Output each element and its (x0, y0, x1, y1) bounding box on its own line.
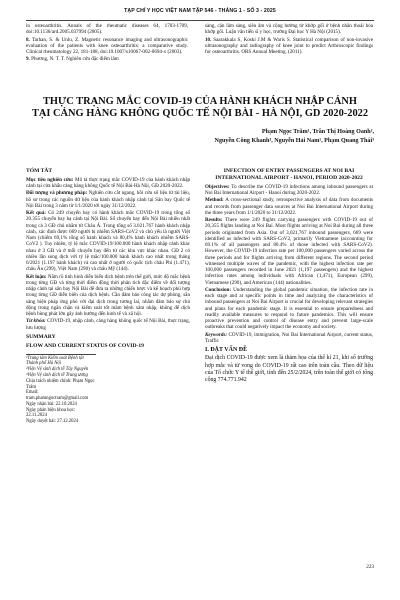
references-left (26, 23, 188, 64)
footnote: Email: tram.phamngoctram@gmail.com (26, 390, 89, 402)
page-number: 223 (366, 564, 374, 570)
summary-title: FLOW AND CURRENT STATUS OF COVID-19 (26, 342, 144, 349)
title-line: THỰC TRẠNG MẮC COVID-19 CỦA HÀNH KHÁCH NHẬP CẢNH (42, 96, 358, 107)
section-paragraph: Đại dịch COVID-19 được xem là thảm họa của thế kỉ 21, khi số trường hợp mắc và tử vong do COVID-19 rất cao trên toàn cầu. Theo dữ liệu của Tổ chức Y tế thế giới, tính đến 25/2/2024, trên toàn thế giới có tổng cộng 774.771.942 (205, 355, 373, 384)
reference-item: sàng, cận lâm sàng, siêu âm và cộng hưởng từ khớp gối ở bệnh nhân thoái hóa khớp gối. Luận văn tiến sĩ y học, trường Đại học Y Hà Nội (2015). (205, 23, 373, 36)
english-abstract-paragraph: Method: A cross-sectional study, retrospective analysis of data from documents and records from passenger data sources at Noi Bai International Airport during the three years from 1/1/2020 to 31/12/2022. (205, 197, 373, 216)
footnote: ³Viện Vệ sinh dịch tễ Trung ương (26, 372, 88, 378)
summary-heading: SUMMARY (26, 333, 56, 340)
keywords: Từ khóa: COVID-19, nhập cảnh, cảng hàng không quốc tế Nội Bài, thực trạng, lưu lượng (26, 318, 190, 331)
article-title (26, 96, 374, 121)
authors (26, 128, 374, 146)
footnote: Ngày duyệt bài: 27.12.2024 (26, 419, 79, 425)
reference-item: 10. Saarakkala S, Koski J.M & Waris S. Statistical comparison of non-invasive ultrasonography and radiography of knee joint to predict Arthroscopic findings for osteoarthritis. ORS Annual Meeting. (2011). (205, 36, 373, 55)
abstract-paragraph: Kết quả: Có 249 chuyến bay có hành khách mắc COVID-19 trong tổng số 20.355 chuyến bay hạ cánh tại Nội Bài. Số chuyến bay đến Nội Bài nhiều nhất trong cả 3 GĐ chủ nhằm từ Châu Á. Trong tổng số 3.021.767 hành khách nhập cảnh, xác định được 669 người bị nhiễm SARS-CoV2 và chủ yếu là người Việt Nam (chiếm 69,1% tổng số hành khách và 80,4% hành khách nhiễm SARS-CoV2 ). Tuy nhiên, tỷ lệ mắc COVID-19/100.000 hành khách nhập cảnh khác nhau ở 3 GĐ và ở mỗi chuyến bay đến từ các khu vực khác nhau. GĐ 2 có nhiều lần song dịch với tỷ lệ mắc/100.000 hành khách cao nhất trong tháng 6/2021 (1.197 hành khách) và cao nhất ở người có quốc tịch châu Phi (1.471), châu Âu (299), Việt Nam (290) và châu Mỹ (144). (26, 210, 190, 273)
footnote: Ngày phản biện khoa học: 22.11.2024 (26, 407, 76, 419)
footnote: ¹Trung tâm Kiểm soát Bệnh tật Thành phố Hà Nội (26, 355, 84, 367)
abstract-heading: TÓM TẮT (26, 168, 53, 174)
journal-header: TẠP CHÍ Y HỌC VIỆT NAM TẬP 546 - THÁNG 1 - SỐ 3 - 2025 (26, 8, 374, 21)
reference-item: 9. Phương, N. T. T. Nghiên cứu đặc điểm lâm (26, 56, 119, 63)
english-keywords: Keywords: COVID-19, immigration, Noi Bai International Airport, current status, Traffic (205, 331, 373, 344)
english-abstract-paragraph: Objectives: To describe the COVID-19 infections among inbound passengers at Noi Bai International Airport - Hanoi during 2020-2022. (205, 183, 373, 196)
reference-item: in osteoarthritis. Annals of the rheumatic diseases 64, 1703-1709, doi:10.1136/ard.2005.037994 (2005). (26, 23, 188, 36)
abstract-paragraph: Mục tiêu nghiên cứu: Mô tả thực trạng mắc COVID-19 của hành khách nhập cảnh tại cửa khẩu cảng hàng không Quốc tế Nội Bài-Hà Nội, GĐ 2020-2022. (26, 176, 190, 190)
title-line: TẠI CẢNG HÀNG KHÔNG QUỐC TẾ NỘI BÀI - HÀ NỘI, GD 2020-2022 (31, 108, 369, 120)
footnote: ²Viện Vệ sinh dịch tễ Tây Nguyên (26, 367, 89, 373)
footnotes (26, 354, 96, 425)
right-column (205, 168, 373, 385)
abstract-paragraph: Đối tượng và phương pháp: Nghiên cứu cắt ngang, hồi cứu số liệu từ tài liệu, hồ sơ trong các nguồn dữ liệu của hành khách nhập cảnh tại Sân bay Quốc tế Nội Bài trong 3 năm từ 1/1/2020 tới ngày 31/12/2022. (26, 190, 190, 209)
abstract-paragraph: Kết luận: Nắm rõ tình hình diễn biến dịch bệnh trên thế giới, mức độ mắc bệnh trong từng GĐ và từng thời điểm đồng thời phân tích đặc điểm về đối tượng nhập cảnh tại sân bay Nội Bài để đưa ra những chiến lược và kế hoạch phù hợp trong từng GĐ diễn biến của dịch bệnh. Cần đảm bảo công tác dự phòng, sẵn sàng biện pháp ứng phó với đại dịch trong tương lai, nhằm đảm bảo sự chủ động trong ngăn chặn và kiểm soát tốt mầm bệnh xâm nhập, không để dịch bệnh bùng phát lớn gây ảnh hưởng đến kinh tế và xã hội. (26, 273, 190, 318)
left-column (26, 168, 190, 425)
authors-line: Nguyễn Công Khanh³, Nguyễn Hải Nam¹, Phạm Quang Thái³ (214, 137, 374, 144)
authors-line: Phạm Ngọc Trâm¹, Trần Thị Hoàng Oanh², (261, 129, 374, 135)
english-abstract-paragraph: Results: There were 249 flights carrying passengers with COVID-19 out of 20,355 flights landing at Noi Bai. Most flights arriving at Noi Bai during all three periods originated from Asia. Out of 3,021,767 inbound passengers, 669 were identified as infected with SARS-CoV2, primarily Vietnamese (accounting for 69.1% of all passengers and 80.4% of those infected with SARS-CoV2). However, the COVID-19 infection rate per 100,000 passengers varied across the three periods and for flights arriving from different regions. The second period witnessed multiple waves of the pandemic, with the highest infection rate per 100,000 passengers recorded in June 2021 (1,197 passengers) and the highest infection rates among individuals with African (1,471), European (299), Vietnamese (290), and American (144) nationalities. (205, 217, 373, 286)
reference-item: 8. Tarhan, S. & Unlu, Z. Magnetic resonance imaging and ultrasonographic evaluation of the patients with knee osteoarthritis: a comparative study. Clinical rheumatology 22, 181-188, doi:10.1007/s10067-002-0694-x (2003). (26, 36, 188, 55)
english-abstract-paragraph: Conclusion: Understanding the global pandemic situation, the infection rate in each stage and at specific points in time and analyzing the characteristics of inbound passengers at Noi Bai Airport is crucial for developing relevant strategies and plans for each pandemic stage. It is essential to ensure preparedness and readily available measures to respond to future pandemics. This will ensure proactive prevention and control of disease entry and prevent large-scale outbreaks that could negatively impact the economy and society. (205, 286, 373, 331)
footnote: Chịu trách nhiệm chính: Phạm Ngọc Trâm (26, 378, 95, 390)
footnote: Ngày nhận bài: 22.10.2024 (26, 401, 77, 407)
section-heading: I. ĐẶT VẤN ĐỀ (205, 347, 248, 353)
english-title: INFECTION OF ENTRY PASSENGERS AT NOI BAI INTERNATIONAL AIRPORT - HANOI, PERIOD 2020-2022 (215, 168, 363, 181)
references-right (205, 23, 373, 56)
